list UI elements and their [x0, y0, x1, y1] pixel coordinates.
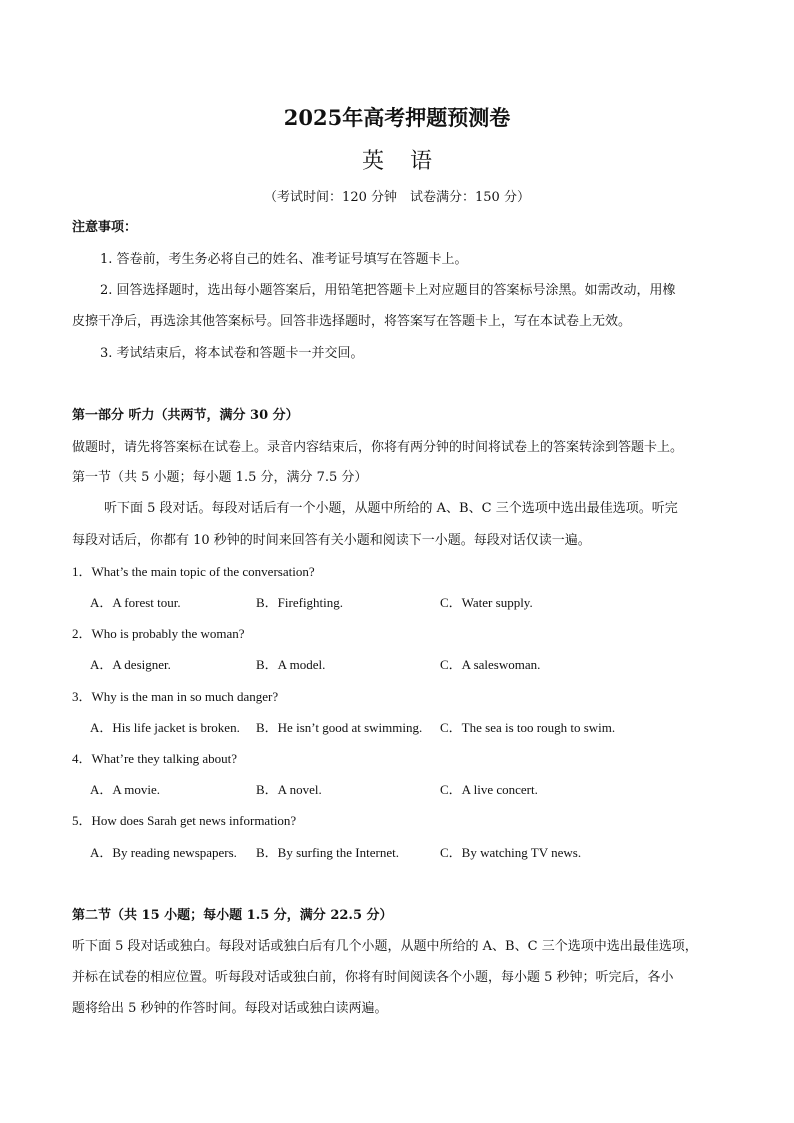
q5-option-b: B．By surfing the Internet.: [256, 845, 399, 860]
question-1: 1．What’s the main topic of the conversation?: [72, 564, 315, 579]
q5-option-c: C．By watching TV news.: [440, 845, 582, 860]
section2-instructions-1: 听下面 5 段对话或独白。每段对话或独白后有几个小题，从题中所给的 A、B、C 三个选项中选出最佳选项，: [72, 939, 698, 954]
note-item-3: 3. 考试结束后，将本试卷和答题卡一并交回。: [100, 346, 364, 361]
q3-option-b: B．He isn’t good at swimming.: [256, 720, 423, 735]
q2-option-c: C．A saleswoman.: [440, 657, 541, 672]
part1-intro: 做题时，请先将答案标在试卷上。录音内容结束后，你将有两分钟的时间将试卷上的答案转涂到答题卡上。: [72, 440, 684, 455]
section1-instructions-1: 听下面 5 段对话。每段对话后有一个小题，从题中所给的 A、B、C 三个选项中选出最佳选项。听完: [104, 501, 678, 516]
question-4: 4．What’re they talking about?: [72, 751, 237, 766]
question-3: 3．Why is the man in so much danger?: [72, 689, 279, 704]
notes-heading: 注意事项：: [72, 220, 138, 235]
section1-instructions-2: 每段对话后，你都有 10 秒钟的时间来回答有关小题和阅读下一小题。每段对话仅读一遍。: [72, 533, 591, 548]
question-5: 5．How does Sarah get news information?: [72, 813, 297, 828]
question-2: 2．Who is probably the woman?: [72, 626, 245, 641]
q3-option-a: A．His life jacket is broken.: [90, 720, 240, 735]
part1-heading: 第一部分 听力（共两节，满分 30 分）: [72, 408, 299, 423]
q2-option-a: A．A designer.: [90, 657, 171, 672]
note-item-2: 2. 回答选择题时，选出每小题答案后，用铅笔把答题卡上对应题目的答案标号涂黑。如需改动，用橡: [100, 283, 676, 298]
section1-heading: 第一节（共 5 小题；每小题 1.5 分，满分 7.5 分）: [72, 470, 368, 485]
q3-option-c: C．The sea is too rough to swim.: [440, 720, 616, 735]
section2-instructions-3: 题将给出 5 秒钟的作答时间。每段对话或独白读两遍。: [72, 1001, 388, 1016]
exam-timing: （考试时间：120 分钟 试卷满分：150 分）: [264, 190, 530, 205]
q4-option-b: B．A novel.: [256, 782, 322, 797]
q2-option-b: B．A model.: [256, 657, 326, 672]
q4-option-a: A．A movie.: [90, 782, 161, 797]
q1-option-c: C．Water supply.: [440, 595, 533, 610]
note-item-1: 1. 答卷前，考生务必将自己的姓名、准考证号填写在答题卡上。: [100, 252, 468, 267]
section2-instructions-2: 并标在试卷的相应位置。听每段对话或独白前，你将有时间阅读各个小题，每小题 5 秒钟；听完后，各小: [72, 970, 674, 985]
q1-option-a: A．A forest tour.: [90, 595, 181, 610]
note-item-2-cont: 皮擦干净后，再选涂其他答案标号。回答非选择题时，将答案写在答题卡上，写在本试卷上无效。: [72, 314, 632, 329]
section2-heading: 第二节（共 15 小题；每小题 1.5 分，满分 22.5 分）: [72, 908, 393, 923]
q1-option-b: B．Firefighting.: [256, 595, 344, 610]
subject-title: 英语: [361, 149, 458, 174]
q4-option-c: C．A live concert.: [440, 782, 538, 797]
exam-title: 2025年高考押题预测卷: [283, 105, 511, 130]
q5-option-a: A．By reading newspapers.: [90, 845, 237, 860]
